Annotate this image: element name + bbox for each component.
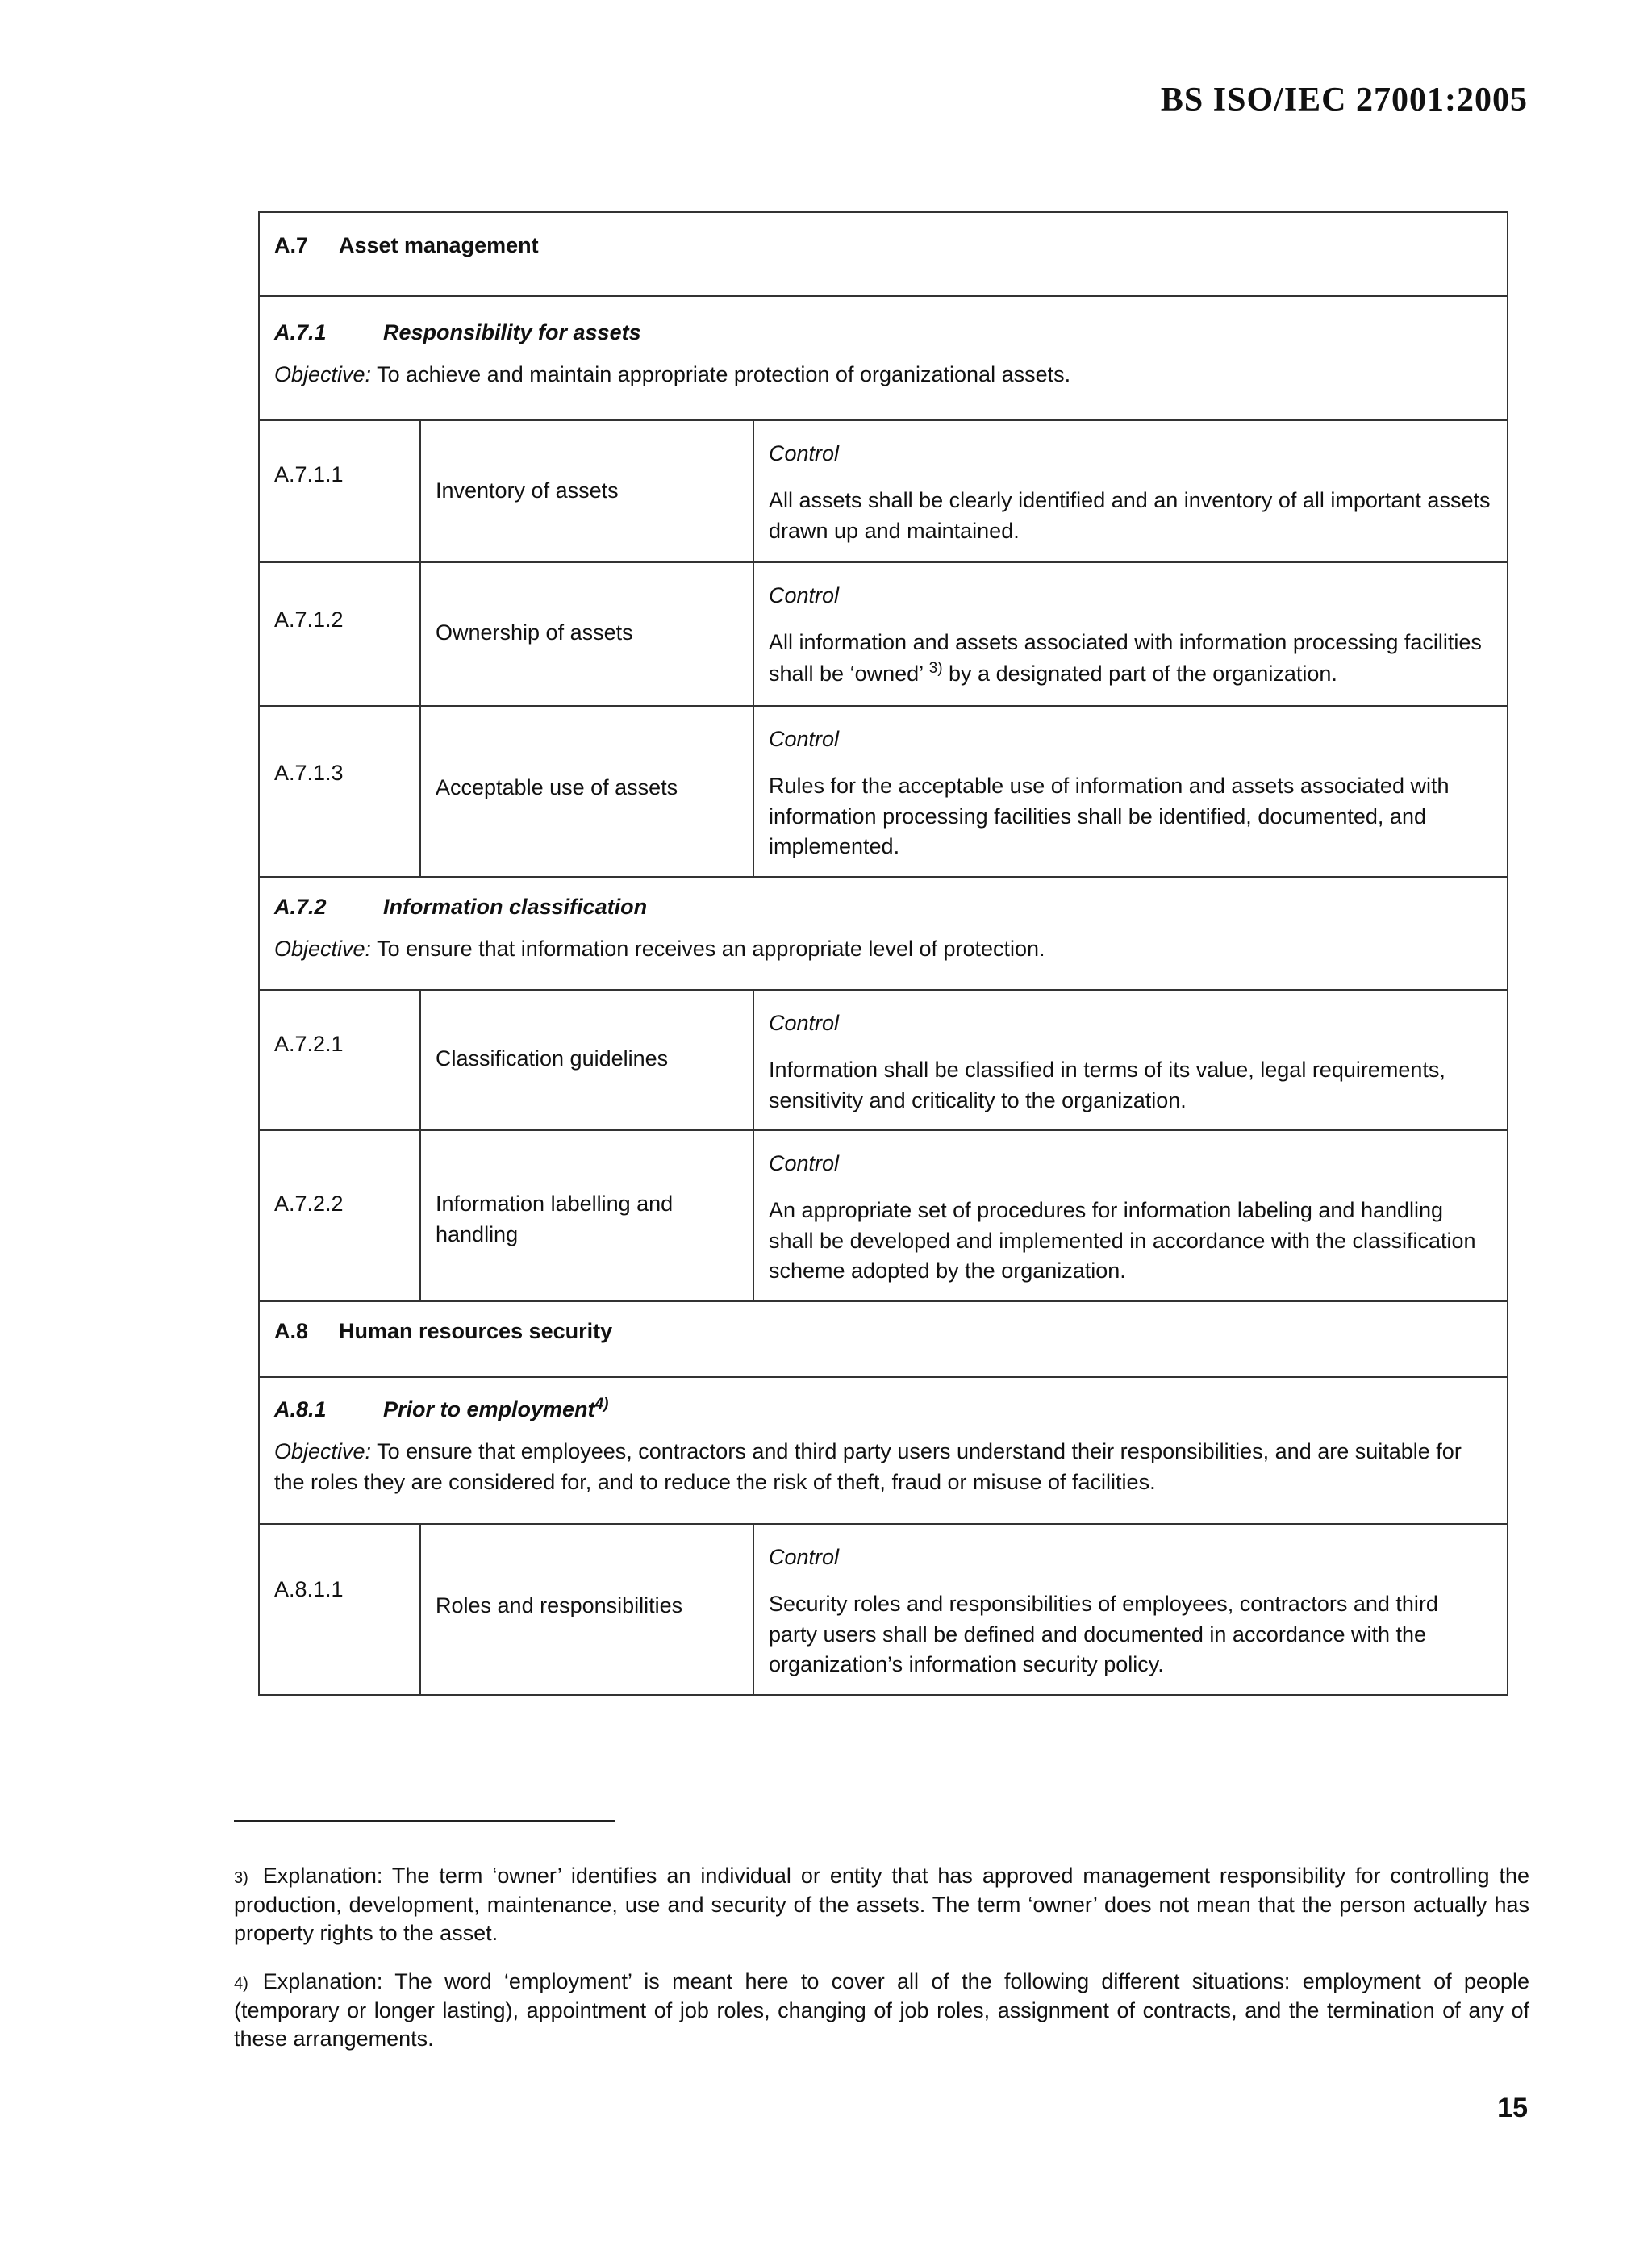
section-header-row [259, 212, 1508, 296]
category-header [259, 296, 1508, 420]
control-name: Inventory of assets [420, 420, 753, 562]
control-name: Acceptable use of assets [420, 706, 753, 877]
objective-label: Objective: [274, 1438, 372, 1463]
control-description [753, 1524, 1508, 1695]
control-row [259, 1524, 1508, 1695]
control-text: An appropriate set of procedures for information labeling and handling shall be developed and implemented in accordance with the classification scheme adopted by the organization. [769, 1197, 1476, 1284]
footnote-text: Explanation: The term ‘owner’ identifies an individual or entity that has approved management responsibility for controlling the production, development, maintenance, use and security of the assets. The term ‘owner’ does not mean that the person actually has property rights to the asset. [234, 1864, 1529, 1946]
footnote-ref: 3) [928, 659, 943, 677]
control-name: Roles and responsibilities [420, 1524, 753, 1695]
objective-label: Objective: [274, 361, 372, 386]
objective-label: Objective: [274, 936, 372, 961]
control-text: Security roles and responsibilities of employees, contractors and third party users shall be defined and documented in accordance with the organization’s information security policy. [769, 1591, 1438, 1677]
control-id: A.7.1.2 [259, 562, 420, 706]
category-header [259, 877, 1508, 990]
control-label: Control [769, 583, 840, 607]
footnotes [234, 1862, 1529, 2073]
control-label: Control [769, 441, 840, 465]
footnote-mark: 4) [234, 1974, 248, 1993]
category-header-row [259, 1377, 1508, 1524]
page-number: 15 [1497, 2093, 1528, 2123]
footnote-mark: 3) [234, 1869, 248, 1887]
control-description [753, 1130, 1508, 1301]
category-header-row [259, 877, 1508, 990]
footnote [234, 1862, 1529, 1948]
footnote-separator [234, 1820, 615, 1822]
control-name: Ownership of assets [420, 562, 753, 706]
footnote-ref: 4) [594, 1396, 609, 1413]
control-id: A.8.1.1 [259, 1524, 420, 1695]
control-text-part: All information and assets associated with information processing facilities shall be ‘owned’ [769, 629, 1482, 686]
control-text: Information shall be classified in terms of its value, legal requirements, sensitivity and criticality to the organization. [769, 1057, 1446, 1112]
control-label: Control [769, 1011, 840, 1035]
category-number: A.7.1 [274, 320, 327, 344]
control-label: Control [769, 1545, 840, 1569]
control-label: Control [769, 1151, 840, 1175]
section-title: Human resources security [339, 1319, 613, 1343]
section-number: A.8 [274, 1319, 309, 1343]
control-name: Information labelling and handling [420, 1130, 753, 1301]
objective [274, 360, 1492, 390]
control-id: A.7.2.1 [259, 990, 420, 1130]
section-header-row [259, 1301, 1508, 1377]
control-row [259, 1130, 1508, 1301]
category-title: Information classification [383, 895, 648, 919]
control-row [259, 420, 1508, 562]
category-header [259, 1377, 1508, 1524]
control-text: Rules for the acceptable use of information and assets associated with information processing facilities shall be identified, documented, and implemented. [769, 773, 1450, 859]
control-text-part: by a designated part of the organization. [942, 661, 1337, 686]
control-row [259, 990, 1508, 1130]
section-title: Asset management [339, 233, 539, 257]
control-name: Classification guidelines [420, 990, 753, 1130]
category-title: Prior to employment [383, 1397, 595, 1421]
control-description [753, 562, 1508, 706]
category-title: Responsibility for assets [383, 320, 641, 344]
control-text: All assets shall be clearly identified and an inventory of all important assets drawn up and maintained. [769, 487, 1491, 543]
control-description [753, 420, 1508, 562]
category-header-row [259, 296, 1508, 420]
standard-code: BS ISO/IEC 27001:2005 [1160, 81, 1528, 119]
control-description [753, 706, 1508, 877]
objective-text: To ensure that employees, contractors and third party users understand their responsibilities, and are suitable for the roles they are considered for, and to reduce the risk of theft, fraud or misuse of facilities. [274, 1438, 1462, 1494]
objective-text: To ensure that information receives an appropriate level of protection. [377, 936, 1045, 961]
section-number: A.7 [274, 233, 309, 257]
control-id: A.7.1.3 [259, 706, 420, 877]
control-label: Control [769, 727, 840, 751]
category-number: A.7.2 [274, 895, 327, 919]
control-description [753, 990, 1508, 1130]
control-id: A.7.2.2 [259, 1130, 420, 1301]
objective [274, 1437, 1492, 1498]
section-header [259, 212, 1508, 296]
control-row [259, 706, 1508, 877]
category-number: A.8.1 [274, 1397, 327, 1421]
footnote-text: Explanation: The word ‘employment’ is meant here to cover all of the following different situations: employment of people (temporary or longer lasting), appointment of job roles, changing of job roles, assignment of contracts, and the termination of any of these arrangements. [234, 1968, 1529, 2052]
objective-text: To achieve and maintain appropriate protection of organizational assets. [377, 361, 1071, 386]
controls-table [258, 211, 1508, 1696]
control-id: A.7.1.1 [259, 420, 420, 562]
control-text [769, 628, 1492, 690]
section-header [259, 1301, 1508, 1377]
footnote [234, 1968, 1529, 2054]
objective [274, 934, 1492, 965]
control-row [259, 562, 1508, 706]
